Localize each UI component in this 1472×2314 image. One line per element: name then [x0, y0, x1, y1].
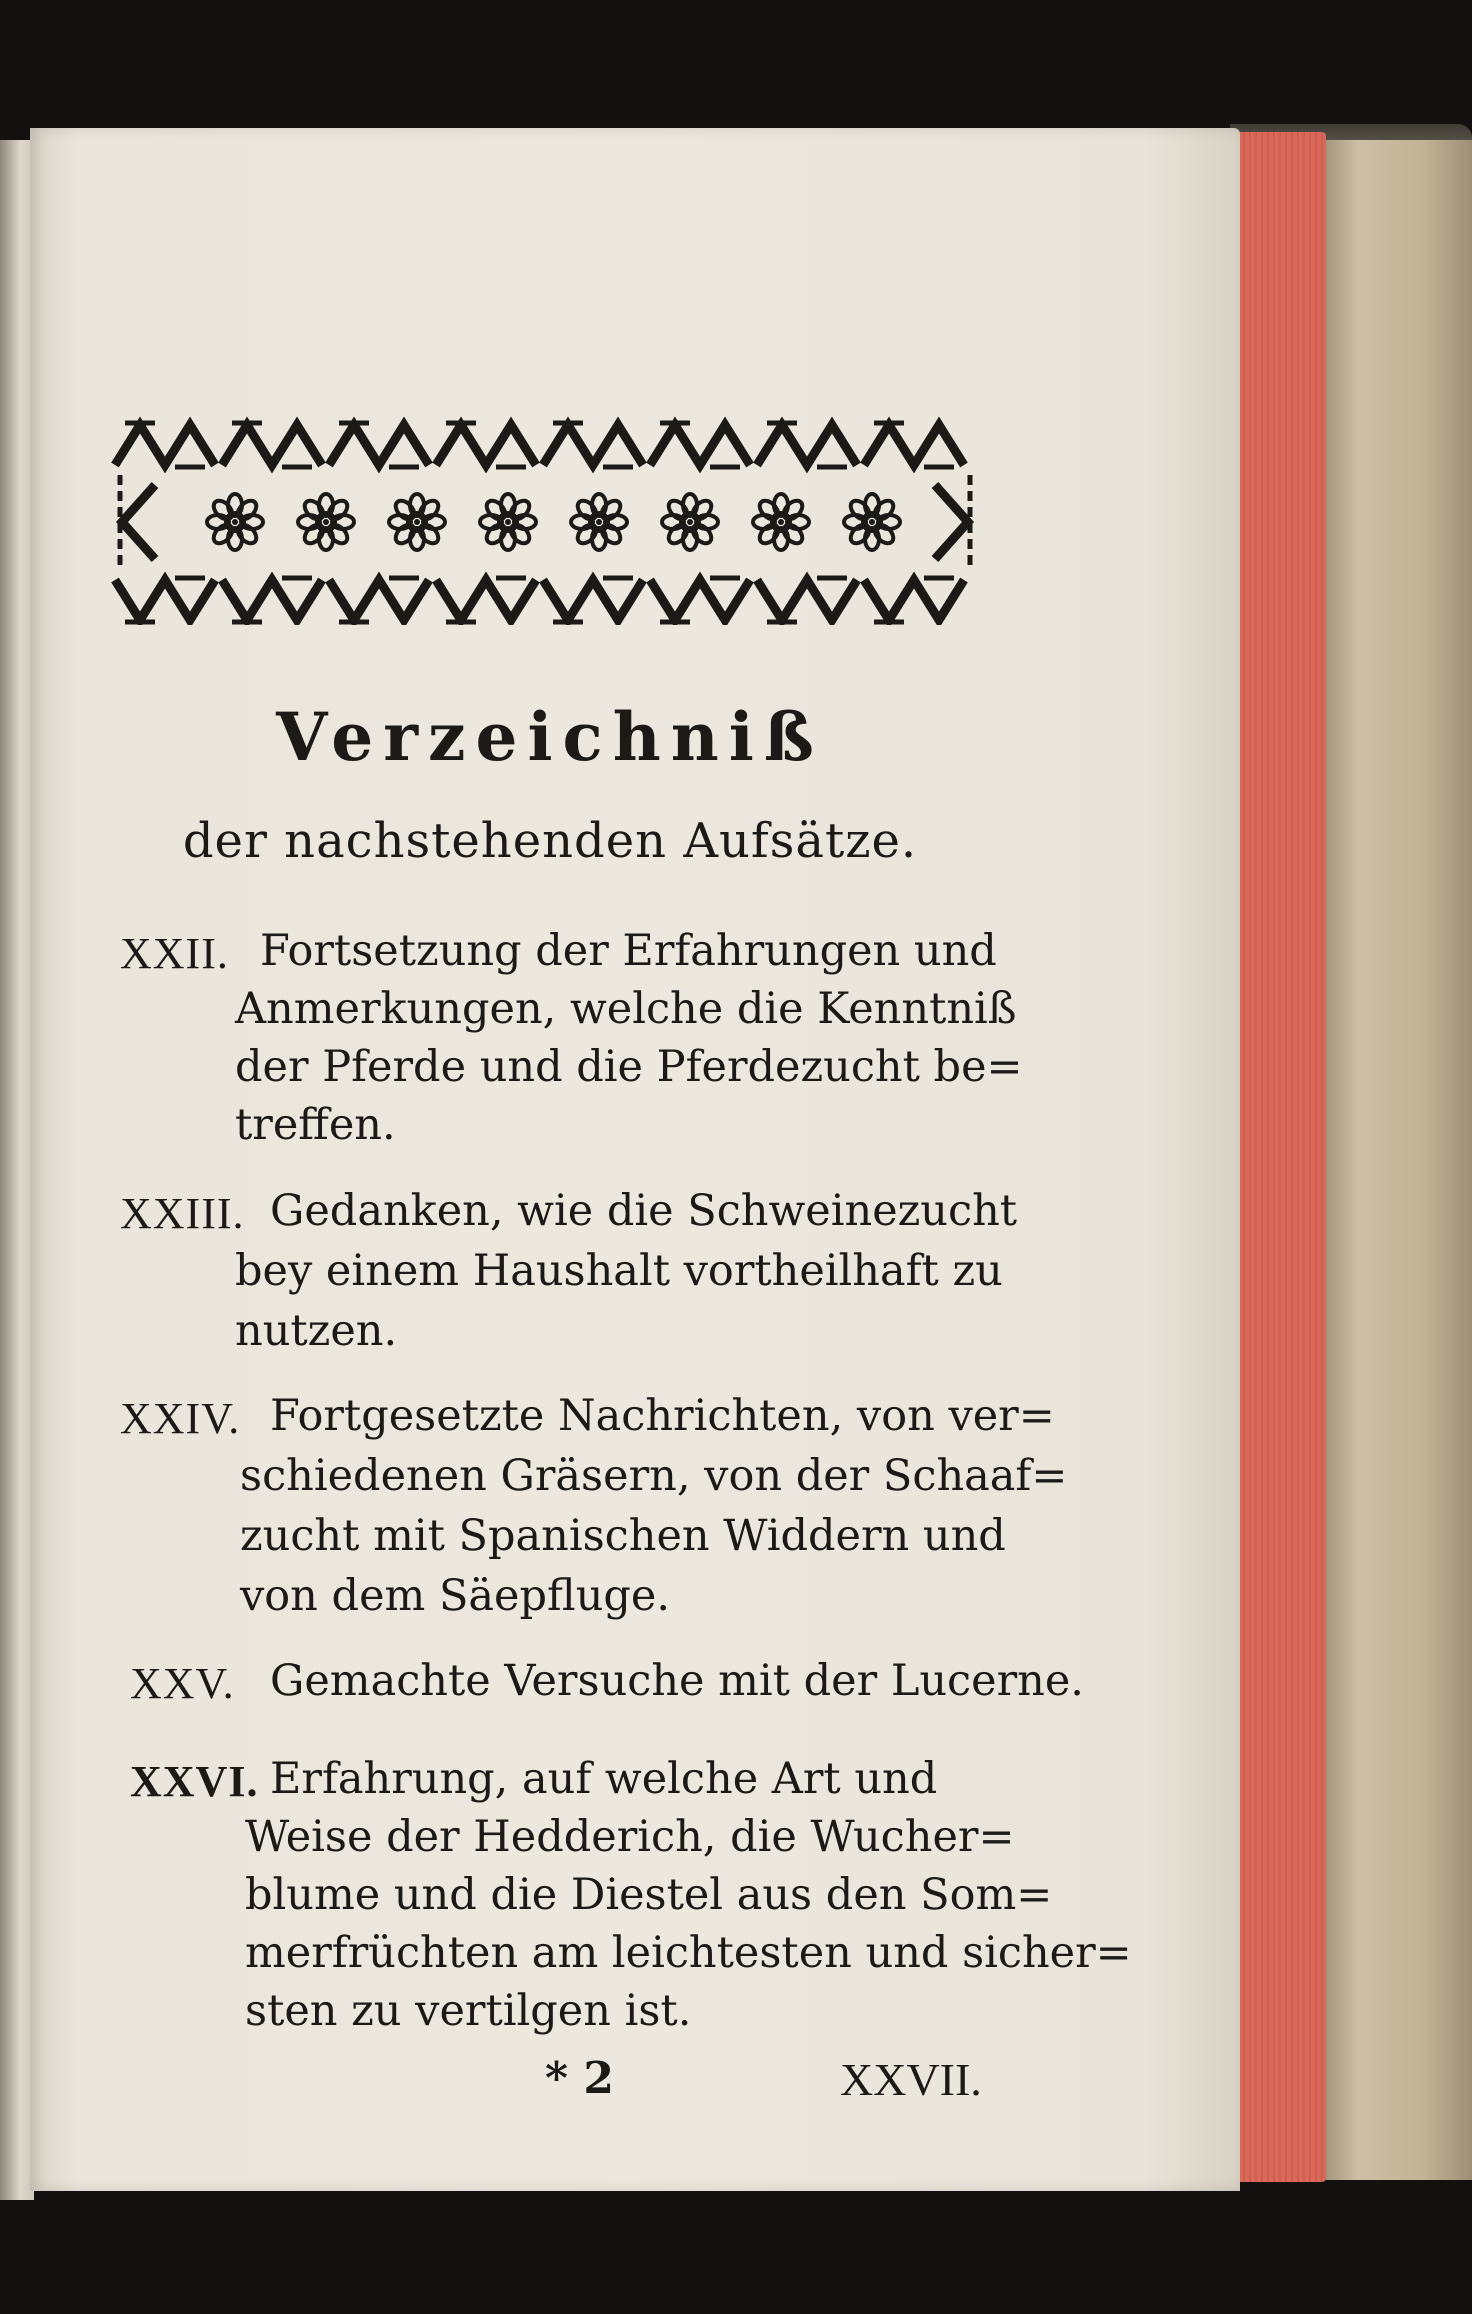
entry-line: zucht mit Spanischen Widdern und [240, 1511, 1006, 1561]
rosette-petal [598, 497, 623, 522]
rosette-petal [665, 521, 690, 546]
rosette-petal [756, 497, 781, 522]
entry-line: Weise der Hedderich, die Wucher= [245, 1812, 1015, 1862]
rosette-dot [505, 519, 511, 525]
rosette-petal [871, 521, 896, 546]
rosette-icon [298, 494, 354, 550]
rosette-petal [780, 497, 805, 522]
rosette-petal [689, 497, 714, 522]
rosette-petal [847, 497, 872, 522]
rosette-icon [480, 494, 536, 550]
rosette-petal [416, 521, 441, 546]
entry-line: Gemachte Versuche mit der Lucerne. [270, 1656, 1084, 1706]
book-page [30, 128, 1240, 2191]
ornament-bottom-motif [543, 580, 643, 620]
entry-line: sten zu vertilgen ist. [245, 1986, 692, 2036]
rosette-icon [389, 494, 445, 550]
ornament-top-row [115, 423, 964, 467]
previous-page-edge [0, 140, 34, 2200]
rosette-petal [325, 497, 350, 522]
ornament-top-motif [329, 425, 429, 465]
rosette-petal [574, 497, 599, 522]
ornament-right-chevron [935, 485, 968, 559]
entry-line: von dem Säepfluge. [240, 1571, 671, 1621]
catchword: XXVII. [840, 2054, 982, 2105]
rosette-petal [598, 521, 623, 546]
rosette-icon [753, 494, 809, 550]
rosette-petal [780, 521, 805, 546]
entry-line: blume und die Diestel aus den Som= [245, 1870, 1053, 1920]
ornament-bottom-row [115, 578, 964, 622]
entry-line: Fortgesetzte Nachrichten, von ver= [270, 1391, 1055, 1441]
ornament-top-motif [650, 425, 750, 465]
entry-number: XXIV. [120, 1394, 241, 1443]
ornament-bottom-motif [115, 580, 215, 620]
entry-line: Gedanken, wie die Schweinezucht [270, 1186, 1018, 1236]
entry-line: Fortsetzung der Erfahrungen und [260, 926, 997, 976]
rosette-icon [662, 494, 718, 550]
ornament-bottom-motif [329, 580, 429, 620]
entry-line: Anmerkungen, welche die Kenntniß [235, 984, 1017, 1034]
fleuron-border-icon [110, 415, 980, 625]
rosette-petal [301, 521, 326, 546]
rosette-icon [571, 494, 627, 550]
rosette-icon [207, 494, 263, 550]
ornament-top-motif [436, 425, 536, 465]
entry-number: XXIII. [120, 1189, 245, 1238]
rosette-petal [234, 497, 259, 522]
rosette-dot [596, 519, 602, 525]
rosette-dot [414, 519, 420, 525]
rosette-petal [871, 497, 896, 522]
entry-line: treffen. [235, 1100, 396, 1150]
rosette-dot [869, 519, 875, 525]
ornament-bottom-motif [864, 580, 964, 620]
rosette-petal [392, 521, 417, 546]
ornament-top-motif [115, 425, 215, 465]
ornament-top-motif [222, 425, 322, 465]
rosette-petal [483, 497, 508, 522]
rosette-petal [234, 521, 259, 546]
rosette-petal [301, 497, 326, 522]
entry-line: nutzen. [235, 1306, 398, 1356]
rosette-petal [665, 497, 690, 522]
rosette-petal [416, 497, 441, 522]
ornament-top-motif [543, 425, 643, 465]
rosette-petal [210, 497, 235, 522]
ornament-bottom-motif [222, 580, 322, 620]
entry-line: schiedenen Gräsern, von der Schaaf= [240, 1451, 1068, 1501]
rosette-dot [232, 519, 238, 525]
rosette-dot [323, 519, 329, 525]
ornament-top-motif [864, 425, 964, 465]
rosette-dot [687, 519, 693, 525]
rosette-petal [392, 497, 417, 522]
rosette-petal [574, 521, 599, 546]
rosette-petal [689, 521, 714, 546]
rosette-petal [325, 521, 350, 546]
rosette-dot [778, 519, 784, 525]
entry-number: XXVI. [130, 1757, 259, 1806]
entry-line: merfrüchten am leichtesten und sicher= [245, 1928, 1132, 1978]
rosette-icon [844, 494, 900, 550]
page-title: Verzeichniß [276, 698, 824, 776]
ornament-top-motif [757, 425, 857, 465]
rosette-petal [847, 521, 872, 546]
rosette-petal [507, 497, 532, 522]
entry-line: der Pferde und die Pferdezucht be= [235, 1042, 1023, 1092]
signature-mark: * 2 [545, 2053, 614, 2104]
rosette-petal [756, 521, 781, 546]
rosette-petal [210, 521, 235, 546]
entry-number: XXII. [120, 929, 229, 978]
ornament-left-chevron [122, 485, 155, 559]
rosette-petal [507, 521, 532, 546]
ornament-bottom-motif [436, 580, 536, 620]
ornament-bottom-motif [757, 580, 857, 620]
page-subtitle: der nachstehenden Aufsätze. [182, 813, 918, 869]
rosette-petal [483, 521, 508, 546]
ornament-bottom-motif [650, 580, 750, 620]
entry-line: bey einem Haushalt vortheilhaft zu [235, 1246, 1003, 1296]
book-cover [1310, 140, 1472, 2180]
entry-number: XXV. [130, 1659, 235, 1708]
ornament-rosette-row [207, 494, 900, 550]
entry-line: Erfahrung, auf welche Art und [270, 1754, 938, 1804]
